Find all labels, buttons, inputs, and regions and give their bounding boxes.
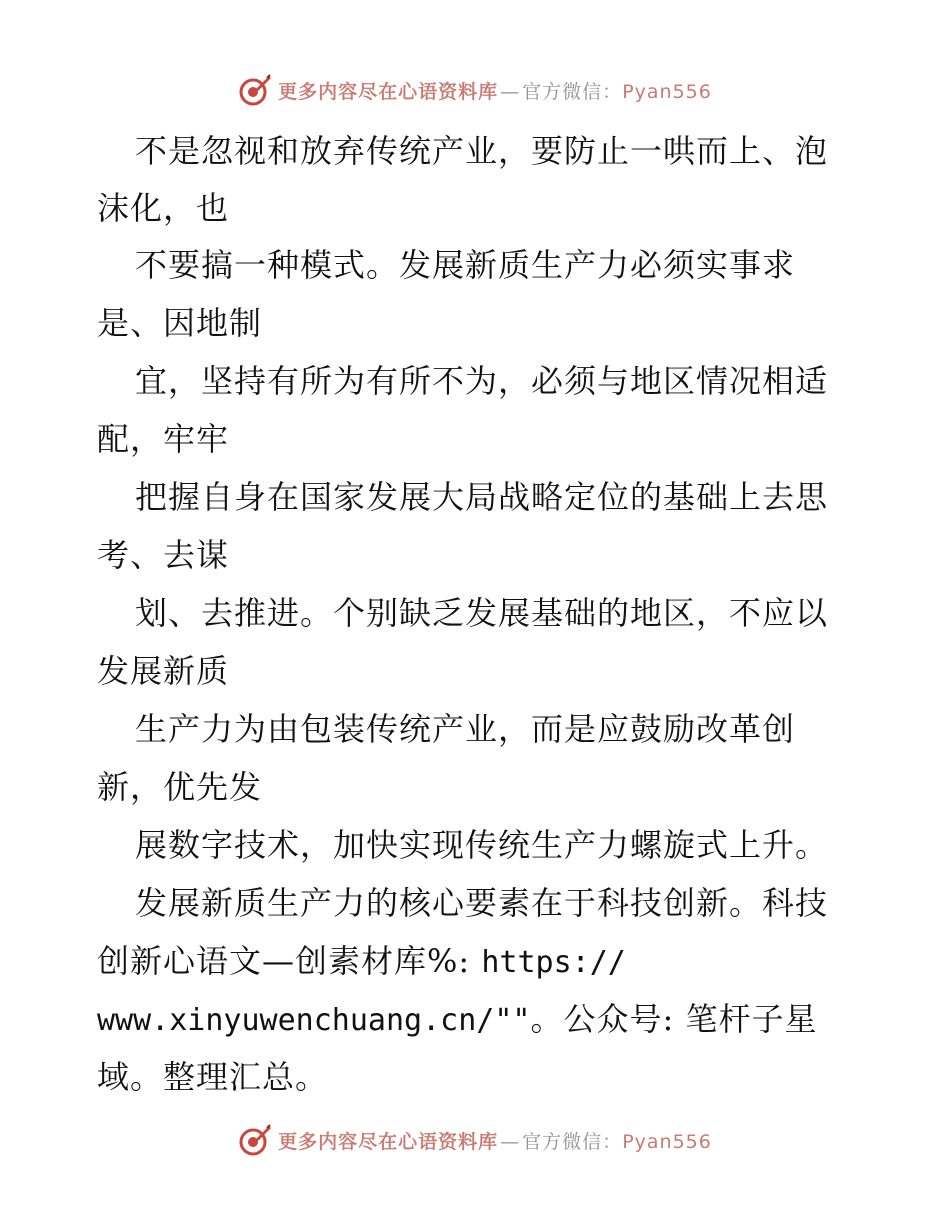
quill-logo-icon [238, 73, 272, 107]
quill-logo-icon [238, 1123, 272, 1157]
watermark-label: 官方微信： [522, 1130, 623, 1153]
watermark-wechat-id: Pyan556 [622, 80, 712, 103]
body-line: 新，优先发 [97, 768, 263, 806]
watermark-brand: 更多内容尽在心语资料库 [278, 80, 499, 103]
body-line: 展数字技术，加快实现传统生产力螺旋式上升。 [135, 826, 829, 864]
body-line: 域。整理汇总。 [97, 1058, 329, 1096]
watermark-header [0, 70, 950, 110]
body-line: 宜，坚持有所为有所不为，必须与地区情况相适 [135, 362, 829, 400]
body-line: www.xinyuwenchuang.cn/""。公众号: 笔杆子星 [97, 1000, 818, 1038]
watermark-text [278, 1127, 712, 1154]
body-line: 生产力为由包装传统产业，而是应鼓励改革创 [135, 710, 796, 748]
body-line: 配，牢牢 [97, 420, 230, 458]
watermark-wechat-id: Pyan556 [622, 1130, 712, 1153]
body-line: 考、去谋 [97, 536, 230, 574]
body-line: 划、去推进。个别缺乏发展基础的地区，不应以 [135, 594, 829, 632]
watermark-separator: — [500, 80, 521, 103]
body-line: 沫化，也 [97, 189, 230, 227]
body-line: 发展新质 [97, 652, 230, 690]
watermark-text [278, 77, 712, 104]
body-line: 不是忽视和放弃传统产业，要防止一哄而上、泡 [135, 132, 829, 170]
body-line: 创新心语文—创素材库%: https:// [97, 942, 626, 980]
watermark-footer [0, 1120, 950, 1160]
body-line: 不要搞一种模式。发展新质生产力必须实事求 [135, 246, 796, 284]
body-line: 是、因地制 [97, 304, 263, 342]
body-line: 发展新质生产力的核心要素在于科技创新。科技 [135, 884, 829, 922]
watermark-label: 官方微信： [522, 80, 623, 103]
body-line: 把握自身在国家发展大局战略定位的基础上去思 [135, 478, 829, 516]
watermark-brand: 更多内容尽在心语资料库 [278, 1130, 499, 1153]
watermark-separator: — [500, 1130, 521, 1153]
